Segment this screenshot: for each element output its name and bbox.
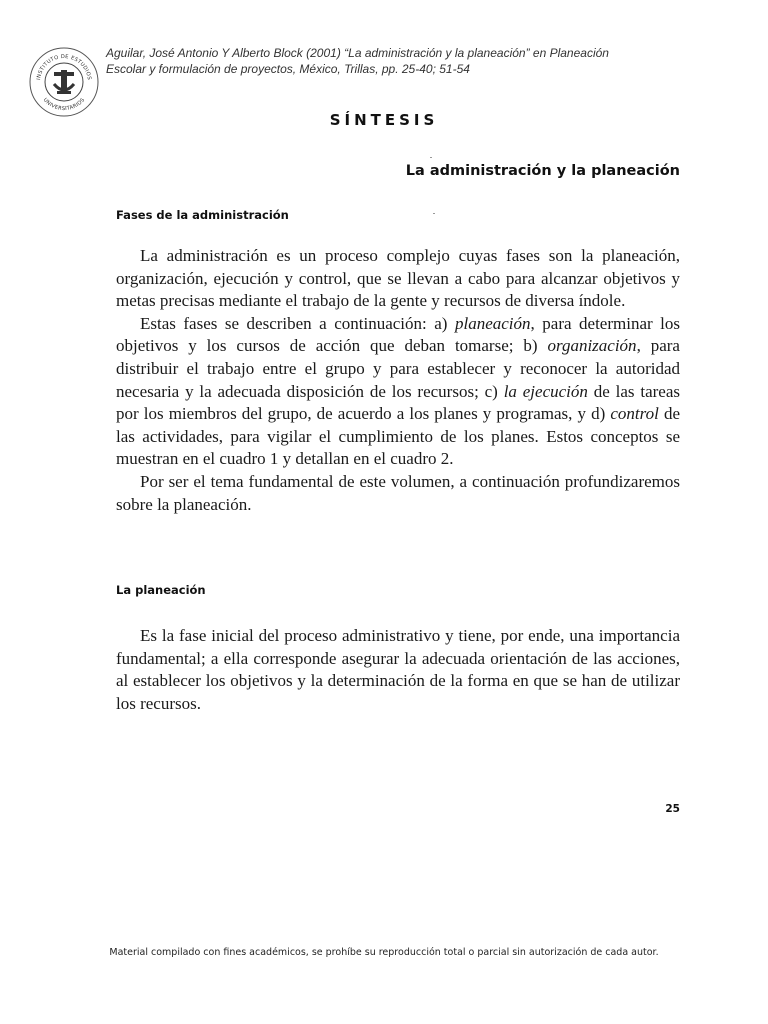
- emphasis: organización: [547, 336, 637, 356]
- emphasis: la ejecución: [503, 381, 588, 401]
- paragraph: [116, 313, 680, 471]
- text-run: de las tareas por los miembros del grupo, de acuerdo a los planes y programas, y d): [116, 381, 680, 424]
- page-number: 25: [665, 803, 680, 815]
- page-heading: SÍNTESIS: [329, 111, 439, 129]
- footer-note: Material compilado con fines académicos, se prohíbe su reproducción total o parcial sin autorización de cada autor.: [109, 947, 659, 958]
- institute-seal-icon: [28, 46, 100, 118]
- section-heading-fases: Fases de la administración: [116, 208, 289, 222]
- citation-line-2: Escolar y formulación de proyectos, México, Trillas, pp. 25-40; 51-54: [106, 62, 470, 76]
- scan-speck: [433, 213, 435, 214]
- section-body-planeacion: [116, 625, 680, 715]
- chapter-title: La administración y la planeación: [405, 163, 680, 179]
- paragraph: Por ser el tema fundamental de este volumen, a continuación profundizaremos sobre la planeación.: [116, 471, 680, 514]
- emphasis: control: [610, 404, 659, 424]
- paragraph: La administración es un proceso complejo cuyas fases son la planeación, organización, ejecución y control, que se llevan a cabo para alcanzar objetivos y metas precisas mediante el trabajo de la gente y recursos de diversa índole.: [116, 246, 680, 311]
- seal-top-text: INSTITUTO DE ESTUDIOS: [36, 53, 92, 81]
- text-run: , para distribuir el trabajo entre el grupo y para establecer y reconocer la autoridad necesaria y la adecuada disposición de los recursos; c): [116, 336, 680, 401]
- citation-line-1: Aguilar, José Antonio Y Alberto Block (2001) “La administración y la planeación” en Planeación: [106, 46, 609, 60]
- paragraph: Es la fase inicial del proceso administrativo y tiene, por ende, una importancia fundamental; a ella corresponde asegurar la adecuada orientación de las acciones, al establecer los objetivos y la determinación de la forma en que se han de utilizar los recursos.: [116, 626, 680, 713]
- section-heading-planeacion: La planeación: [116, 583, 206, 597]
- seal-graphic: [28, 46, 100, 118]
- section-body-fases: [116, 245, 680, 516]
- emphasis: planeación: [454, 313, 531, 333]
- text-run: de las actividades, para vigilar el cumplimiento de los planes. Estos conceptos se muestran en el cuadro 1 y detallan en el cuadro 2.: [116, 404, 681, 469]
- text-run: , para determinar los objetivos y los cursos de acción que deban tomarse; b): [116, 313, 680, 356]
- seal-bottom-text: UNIVERSITARIOS: [41, 97, 87, 113]
- scan-speck: [430, 157, 432, 158]
- text-run: Estas fases se describen a continuación: a): [140, 313, 455, 333]
- citation: [106, 45, 726, 77]
- svg-text:UNIVERSITARIOS: [42, 97, 87, 112]
